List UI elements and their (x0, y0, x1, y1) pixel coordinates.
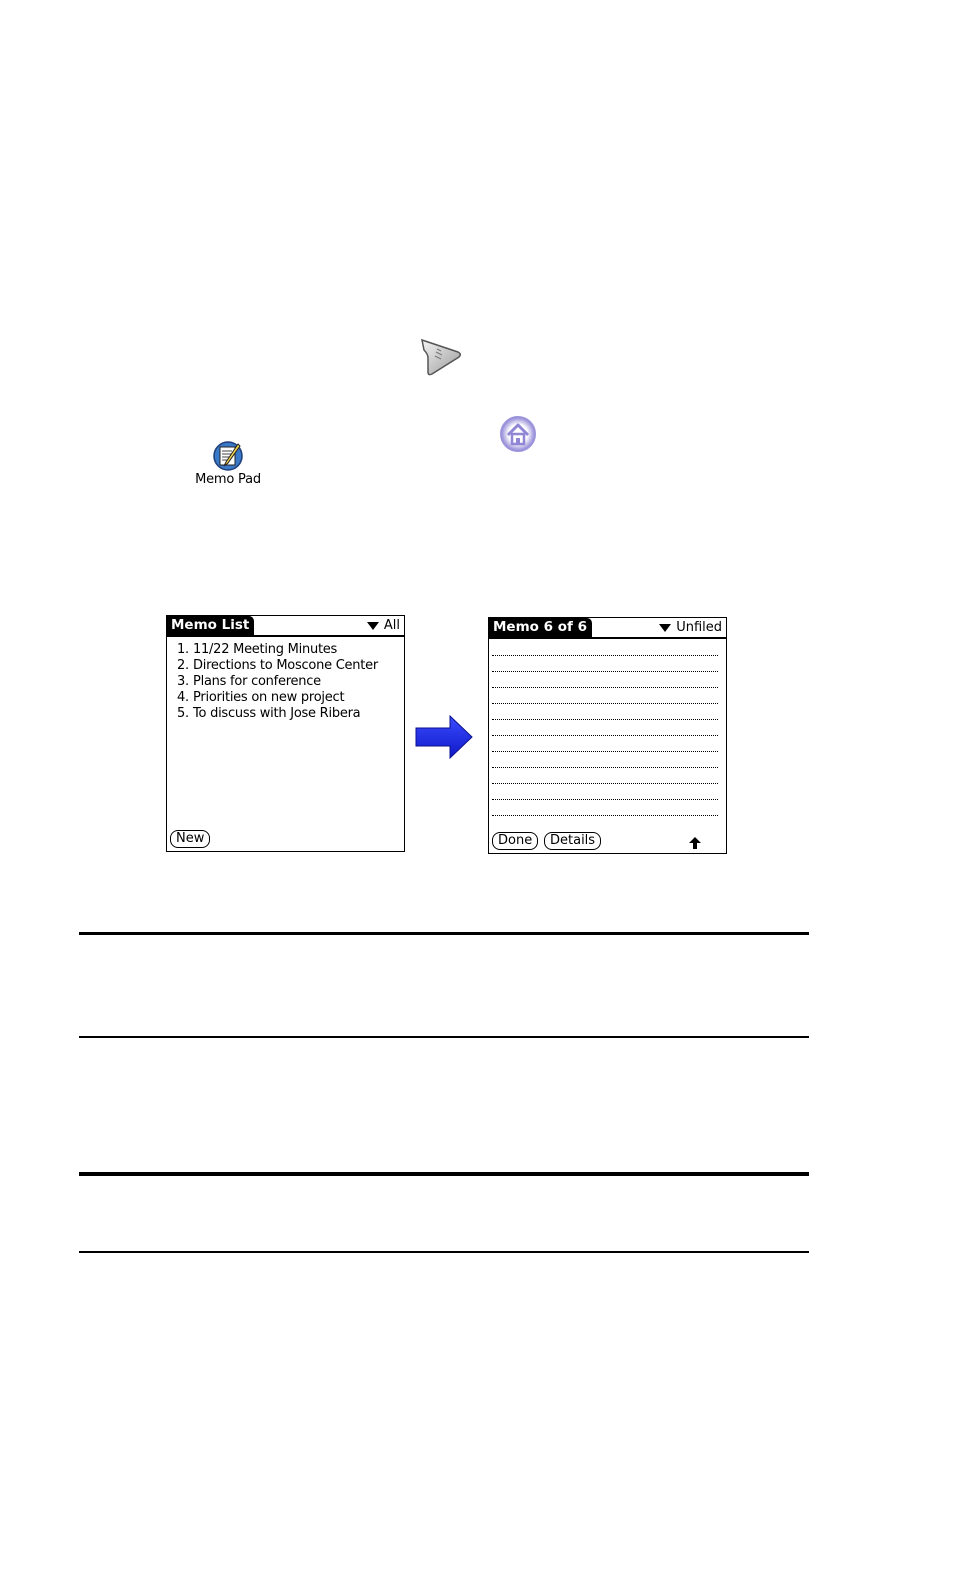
home-icon[interactable] (498, 414, 538, 454)
list-item[interactable]: 2. Directions to Moscone Center (177, 658, 378, 673)
list-item[interactable]: 4. Priorities on new project (177, 690, 345, 705)
memo-pad-app-icon[interactable] (186, 440, 270, 487)
ruled-line (492, 671, 718, 672)
ruled-line (492, 703, 718, 704)
done-button[interactable]: Done (492, 832, 538, 850)
details-button[interactable]: Details (544, 832, 601, 850)
new-button[interactable]: New (170, 830, 210, 848)
category-label: Unfiled (676, 620, 722, 635)
ruled-line (492, 783, 718, 784)
up-arrow-icon[interactable] (688, 836, 702, 850)
ruled-line (492, 799, 718, 800)
applications-button-icon[interactable] (418, 332, 466, 380)
memo-list-title: Memo List (167, 616, 254, 635)
dropdown-triangle-icon (659, 624, 671, 632)
memo-edit-screen (488, 617, 727, 854)
memo-pad-icon (211, 440, 245, 472)
ruled-line (492, 815, 718, 816)
category-picker[interactable] (659, 618, 722, 637)
memo-list-title-bar (167, 616, 404, 637)
ruled-line (492, 655, 718, 656)
memo-edit-title: Memo 6 of 6 (489, 618, 592, 637)
divider-rule (79, 932, 809, 935)
memo-edit-title-bar (489, 618, 726, 639)
ruled-line (492, 767, 718, 768)
ruled-line (492, 735, 718, 736)
ruled-line (492, 719, 718, 720)
divider-rule (79, 1036, 809, 1038)
divider-rule (79, 1172, 809, 1176)
list-item[interactable]: 3. Plans for conference (177, 674, 321, 689)
category-label: All (383, 618, 400, 633)
ruled-line (492, 687, 718, 688)
ruled-line (492, 751, 718, 752)
divider-rule (79, 1251, 809, 1253)
list-item[interactable]: 5. To discuss with Jose Ribera (177, 706, 361, 721)
right-arrow-icon (414, 715, 474, 759)
memo-list-screen (166, 615, 405, 852)
memo-pad-label: Memo Pad (195, 472, 261, 487)
category-picker[interactable] (367, 616, 400, 635)
list-item[interactable]: 1. 11/22 Meeting Minutes (177, 642, 338, 657)
dropdown-triangle-icon (367, 622, 379, 630)
memo-list (177, 642, 378, 722)
